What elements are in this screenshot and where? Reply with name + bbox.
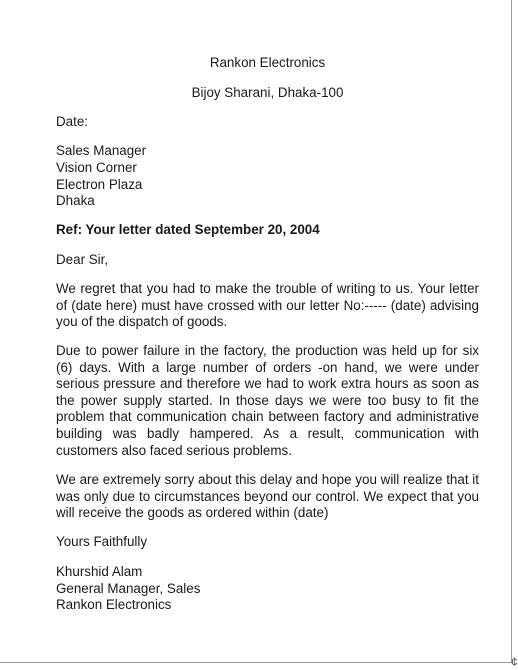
recipient-line: Vision Corner — [56, 160, 137, 175]
body-paragraph-2: Due to power failure in the factory, the production was held up for six (6) days. With a large number of orders -on hand, we were under serious pressure and therefore we had to work extra hours as soon as the power supply started. In those days we were too busy to fit the problem that communication chain between factory and administrative building was badly hampered. As a result, communication with customers also faced serious problems. — [56, 343, 479, 458]
salutation: Dear Sir, — [56, 252, 109, 267]
date-label: Date: — [56, 114, 89, 129]
recipient-line: Sales Manager — [56, 143, 147, 158]
corner-mark: ¢ — [511, 655, 518, 669]
signature-company: Rankon Electronics — [56, 597, 172, 612]
recipient-line: Dhaka — [56, 193, 95, 208]
recipient-line: Electron Plaza — [56, 177, 143, 192]
reference-line: Ref: Your letter dated September 20, 2004 — [56, 222, 320, 237]
page-bottom-border — [0, 662, 512, 663]
letterhead-address: Bijoy Sharani, Dhaka-100 — [191, 85, 344, 100]
letterhead-company: Rankon Electronics — [209, 55, 326, 70]
signature-title: General Manager, Sales — [56, 581, 201, 596]
body-paragraph-1: We regret that you had to make the trouble of writing to us. Your letter of (date here) must have crossed with our letter No:----- (date) advising you of the dispatch of goods. — [56, 281, 479, 330]
page-right-border — [511, 0, 512, 662]
body-paragraph-3: We are extremely sorry about this delay and hope you will realize that it was only due to circumstances beyond our control. We expect that you will receive the goods as ordered within (date) — [56, 472, 479, 521]
closing: Yours Faithfully — [56, 534, 148, 549]
signature-name: Khurshid Alam — [56, 564, 143, 579]
